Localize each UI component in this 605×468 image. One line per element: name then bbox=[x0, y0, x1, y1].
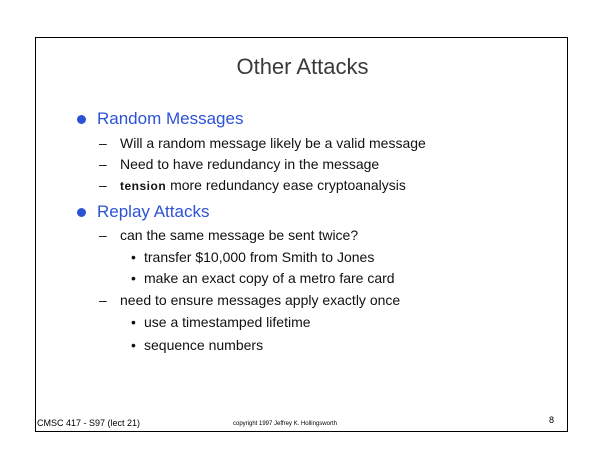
sub-item bbox=[99, 135, 426, 151]
sub-sub-item bbox=[131, 337, 264, 353]
slide-title: Other Attacks bbox=[236, 54, 369, 79]
bullet-small-icon: • bbox=[131, 314, 136, 330]
sub-item bbox=[99, 227, 359, 243]
sub-sub-item bbox=[131, 314, 311, 330]
sub-sub-item-text: sequence numbers bbox=[144, 337, 264, 353]
sub-sub-item-text: use a timestamped lifetime bbox=[144, 314, 311, 330]
bullet-dot-icon bbox=[77, 115, 86, 124]
dash-icon: – bbox=[99, 156, 107, 172]
sub-item-text: need to ensure messages apply exactly once bbox=[120, 292, 401, 308]
bullet-small-icon: • bbox=[131, 270, 136, 286]
footer-copyright: copyright 1997 Jeffrey K. Hollingsworth bbox=[233, 421, 337, 427]
bullet-random-messages bbox=[97, 109, 243, 129]
sub-sub-item bbox=[131, 249, 375, 265]
footer-page-number: 8 bbox=[549, 415, 555, 425]
sub-item-text: more redundancy ease cryptoanalysis bbox=[170, 177, 406, 193]
sub-item bbox=[99, 156, 380, 172]
sub-item bbox=[99, 177, 406, 193]
dash-icon: – bbox=[99, 292, 107, 308]
sub-item-text: Need to have redundancy in the message bbox=[120, 156, 380, 172]
bullet-small-icon: • bbox=[131, 249, 136, 265]
sub-sub-item bbox=[131, 270, 395, 286]
sub-item bbox=[99, 292, 401, 308]
sub-sub-item-text: transfer $10,000 from Smith to Jones bbox=[144, 249, 375, 265]
sub-item-prefix: tension bbox=[120, 179, 167, 193]
bullet-replay-attacks bbox=[97, 202, 209, 222]
dash-icon: – bbox=[99, 177, 107, 193]
sub-item-text: can the same message be sent twice? bbox=[120, 227, 359, 243]
bullet-heading: Replay Attacks bbox=[97, 202, 210, 221]
footer-course: CMSC 417 - S97 (lect 21) bbox=[37, 418, 141, 428]
sub-sub-item-text: make an exact copy of a metro fare card bbox=[144, 270, 395, 286]
bullet-heading: Random Messages bbox=[97, 109, 244, 128]
bullet-small-icon: • bbox=[131, 337, 136, 353]
bullet-dot-icon bbox=[77, 208, 86, 217]
dash-icon: – bbox=[99, 227, 107, 243]
dash-icon: – bbox=[99, 135, 107, 151]
sub-item-text: Will a random message likely be a valid message bbox=[120, 135, 426, 151]
